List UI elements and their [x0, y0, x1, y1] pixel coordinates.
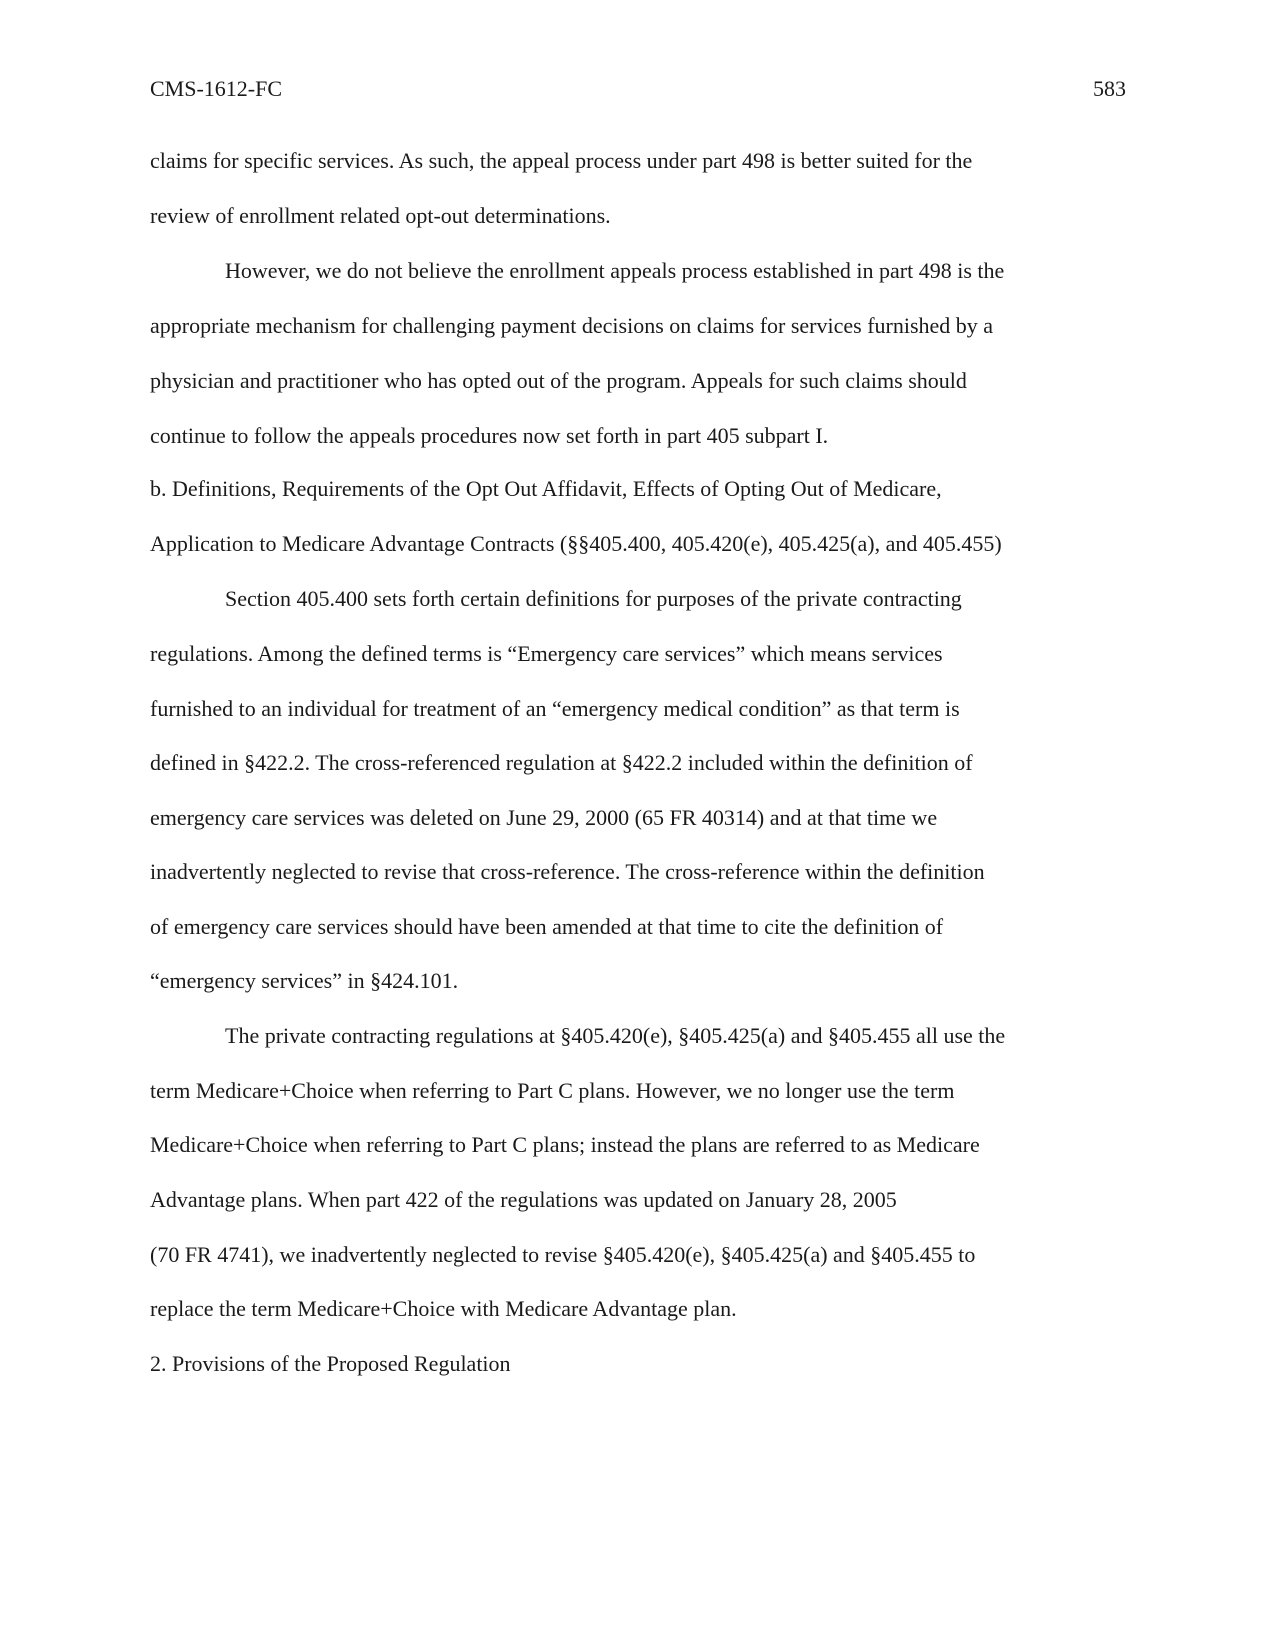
page-number: 583: [1093, 76, 1126, 101]
paragraph-first-line: The private contracting regulations at §405.420(e), §405.425(a) and §405.455 all use the: [225, 1023, 1006, 1048]
body-line: Medicare+Choice when referring to Part C plans; instead the plans are referred to as Medicare: [150, 1132, 980, 1157]
section-heading-line: 2. Provisions of the Proposed Regulation: [150, 1351, 511, 1376]
body-line: regulations. Among the defined terms is “Emergency care services” which means services: [150, 641, 943, 666]
document-id: CMS-1612-FC: [150, 76, 283, 101]
paragraph-first-line: Section 405.400 sets forth certain definitions for purposes of the private contracting: [225, 586, 962, 611]
body-line: review of enrollment related opt-out determinations.: [150, 203, 611, 228]
paragraph-first-line: However, we do not believe the enrollment appeals process established in part 498 is the: [225, 258, 1005, 283]
section-heading-line: b. Definitions, Requirements of the Opt Out Affidavit, Effects of Opting Out of Medicare,: [150, 476, 942, 501]
body-line: furnished to an individual for treatment of an “emergency medical condition” as that term is: [150, 696, 960, 721]
body-line: claims for specific services. As such, the appeal process under part 498 is better suited for the: [150, 148, 973, 173]
body-line: of emergency care services should have been amended at that time to cite the definition of: [150, 914, 944, 939]
body-line: term Medicare+Choice when referring to Part C plans. However, we no longer use the term: [150, 1078, 955, 1103]
body-line: inadvertently neglected to revise that cross-reference. The cross-reference within the definition: [150, 859, 985, 884]
body-line: replace the term Medicare+Choice with Medicare Advantage plan.: [150, 1296, 737, 1321]
body-line: physician and practitioner who has opted out of the program. Appeals for such claims should: [150, 368, 967, 393]
body-line: “emergency services” in §424.101.: [150, 968, 459, 993]
section-heading-line: Application to Medicare Advantage Contracts (§§405.400, 405.420(e), 405.425(a), and 405.455): [150, 531, 1002, 556]
body-line: appropriate mechanism for challenging payment decisions on claims for services furnished by a: [150, 313, 994, 338]
body-line: (70 FR 4741), we inadvertently neglected to revise §405.420(e), §405.425(a) and §405.455 to: [150, 1242, 976, 1267]
body-line: emergency care services was deleted on June 29, 2000 (65 FR 40314) and at that time we: [150, 805, 938, 830]
body-line: continue to follow the appeals procedures now set forth in part 405 subpart I.: [150, 423, 829, 448]
body-line: defined in §422.2. The cross-referenced regulation at §422.2 included within the definition of: [150, 750, 973, 775]
body-line: Advantage plans. When part 422 of the regulations was updated on January 28, 2005: [150, 1187, 897, 1212]
